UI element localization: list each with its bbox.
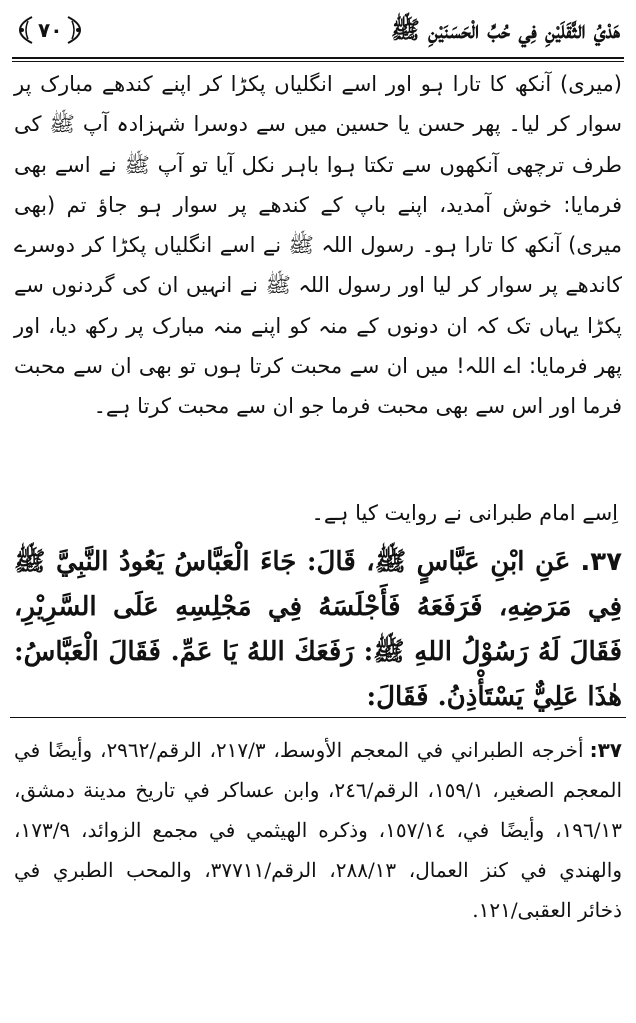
header-rule-thin (12, 61, 624, 62)
hadith-text: عَنِ ابْنِ عَبَّاسٍ ﷺ، قَالَ: جَاءَ الْعَبَّاسُ يَعُودُ النَّبِيَّ ﷺ فِي مَرَضِهِ، فَرَفَعَهُ فَأَجْلَسَهُ فِي مَجْلِسِهِ عَلَى السَّرِيْرِ، فَقَالَ لَهُ رَسُوْلُ اللهِ ﷺ: رَفَعَكَ اللهُ يَا عَمِّ. فَقَالَ الْعَبَّاسُ: هٰذَا عَلِيٌّ يَسْتَأْذِنُ. فَقَالَ: (14, 547, 622, 712)
hadith-number: ٣٧. (580, 547, 622, 577)
flourish-right-icon (66, 15, 84, 45)
header-rule (12, 57, 624, 59)
footnote-number: ٣٧: (589, 738, 622, 762)
running-title: هَدْيُ الثَّقَلَيْنِ فِي حُبِّ الْحَسَنَيْنِ ﷺ (390, 15, 620, 44)
arabic-hadith (14, 540, 622, 720)
footnote-rule (10, 717, 626, 718)
urdu-narration-note: اِسے امام طبرانی نے روایت کیا ہے۔ (311, 501, 618, 525)
page-header (12, 4, 624, 56)
footnote-text: أخرجه الطبراني في المعجم الأوسط، ٢١٧/٣، الرقم/٢٩٦٢، وأيضًا في المعجم الصغير، ١٥٩/١، الرقم/٢٤٦، وابن عساكر في تاريخ مدينة دمشق، ١٩٦/١٣، وأيضًا في، ١٥٧/١٤، وذكره الهيثمي في مجمع الزوائد، ١٧٣/٩، والهندي في كنز العمال، ٢٨٨/١٣، الرقم/٣٧٧١١، والمحب الطبري في ذخائر العقبى/١٢١. (14, 738, 623, 922)
page-number: ٧٠ (38, 18, 63, 42)
urdu-translation-paragraph: (میری) آنکھ کا تارا ہو اور اسے انگلیاں پکڑا کر اپنے کندھے مبارک پر سوار کر لیا۔ پھر حسن یا حسین میں سے دوسرا شہزادہ آپ ﷺ کی طرف ترچھی آنکھوں سے تکتا ہوا باہر نکل آیا تو آپ ﷺ نے اسے بھی فرمایا: خوش آمدید، اپنے باپ کے کندھے پر سوار ہو جاؤ تم (بھی میری) آنکھ کا تارا ہو۔ رسول اللہ ﷺ نے اسے انگلیاں پکڑا کر دوسرے کاندھے پر سوار کر لیا اور رسول اللہ ﷺ نے انہیں ان کی گردنوں سے پکڑا یہاں تک کہ ان دونوں کے منہ کو اپنے منہ مبارک پر رکھ دیا، اور پھر فرمایا: اے اللہ! میں ان سے محبت کرتا ہوں تو بھی ان سے محبت فرما اور اس سے بھی محبت فرما جو ان سے محبت کرتا ہے۔ (14, 72, 622, 419)
footnote (14, 730, 622, 930)
page-number-ornament (16, 8, 84, 52)
flourish-left-icon (16, 15, 34, 45)
